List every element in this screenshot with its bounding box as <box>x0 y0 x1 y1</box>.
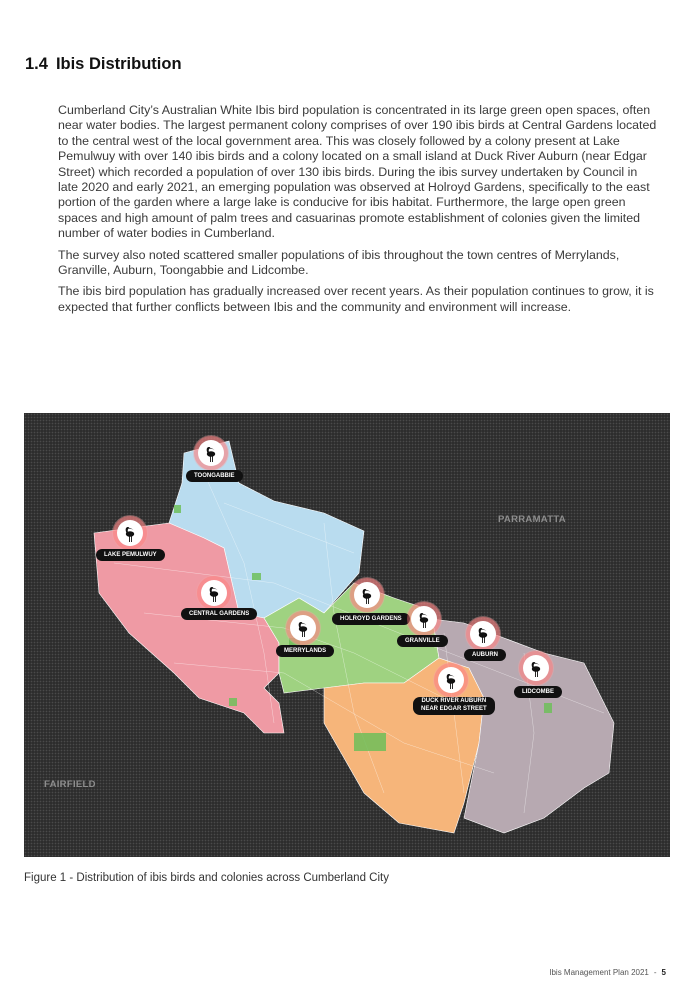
body-text <box>58 103 658 321</box>
ibis-bird-icon <box>201 580 227 606</box>
ibis-bird-icon <box>438 667 464 693</box>
region-label-parramatta: PARRAMATTA <box>498 514 566 525</box>
colony-label-central-gardens: CENTRAL GARDENS <box>181 608 257 620</box>
section-number: 1.4 <box>25 55 48 73</box>
page-footer <box>549 968 666 977</box>
paragraph-scattered-populations: The survey also noted scattered smaller populations of ibis throughout the town centres of Merrylands, Granville, Auburn, Toongabbie and Lidcombe. <box>58 247 620 278</box>
colony-label-duck-river <box>413 697 495 715</box>
ibis-bird-icon <box>290 615 316 641</box>
paragraph-colonies: Cumberland City’s Australian White Ibis bird population is concentrated in its large green open spaces, often near water bodies. The largest permanent colony comprises of over 190 ibis birds at Central Gardens located to the central west of the local government area. This was closely followed by a colony present at Lake Pemulwuy with over 140 ibis birds and a colony located on a small island at Duck River Auburn (near Edgar Street) which recorded a population of over 130 ibis birds. During the ibis survey undertaken by Council in late 2020 and early 2021, an emerging population was observed at Holroyd Gardens, specifically to the east portion of the garden where a large lake is conducive for ibis habitat. Furthermore, the large open green spaces and high amount of palm trees and casuarinas promote establishment of colonies given the limited number of water bodies in Cumberland. <box>58 103 657 241</box>
ibis-bird-icon <box>117 520 143 546</box>
colony-label-toongabbie: TOONGABBIE <box>186 470 243 482</box>
colony-label-lake-pemulwuy: LAKE PEMULWUY <box>96 549 165 561</box>
region-label-fairfield: FAIRFIELD <box>44 779 96 790</box>
ibis-bird-icon <box>354 582 380 608</box>
section-heading <box>25 55 182 74</box>
colony-label-lidcombe: LIDCOMBE <box>514 686 562 698</box>
colony-label-granville: GRANVILLE <box>397 635 448 647</box>
ibis-bird-icon <box>198 440 224 466</box>
footer-doc-title: Ibis Management Plan 2021 <box>549 968 649 977</box>
colony-label-merrylands: MERRYLANDS <box>276 645 334 657</box>
colony-label-holroyd-gardens: HOLROYD GARDENS <box>332 613 410 625</box>
paragraph-population-growth: The ibis bird population has gradually increased over recent years. As their population continues to grow, it is expected that further conflicts between Ibis and the community and environment will increase. <box>58 284 654 314</box>
colony-label-duck-river-line1: DUCK RIVER AUBURN <box>421 698 487 704</box>
page-number: 5 <box>661 968 666 977</box>
ibis-distribution-map <box>24 413 670 857</box>
ibis-bird-icon <box>470 621 496 647</box>
footer-separator: - <box>653 968 657 977</box>
colony-label-auburn: AUBURN <box>464 649 506 661</box>
map-zones <box>24 413 670 857</box>
section-title: Ibis Distribution <box>55 55 182 73</box>
ibis-bird-icon <box>523 655 549 681</box>
ibis-bird-icon <box>411 606 437 632</box>
figure-caption: Figure 1 - Distribution of ibis birds and colonies across Cumberland City <box>24 872 389 884</box>
colony-label-duck-river-line2: NEAR EDGAR STREET <box>421 705 487 712</box>
